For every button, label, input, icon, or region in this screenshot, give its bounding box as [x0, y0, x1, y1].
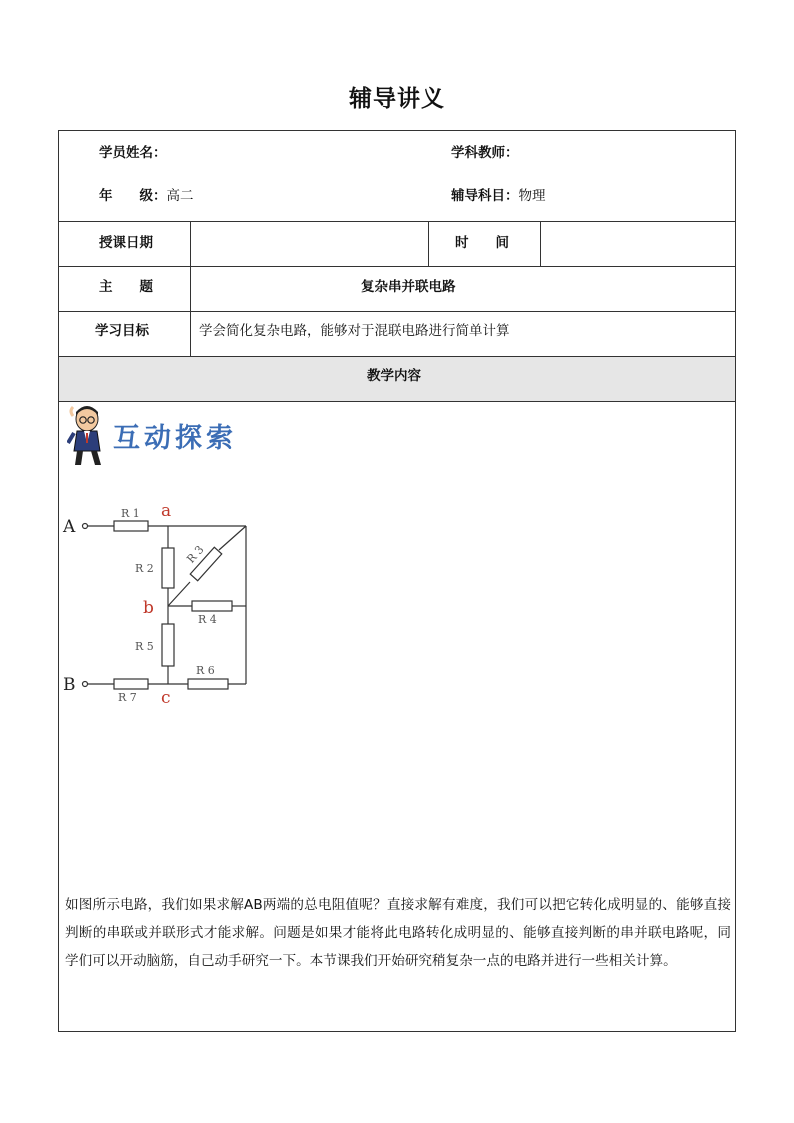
label-r3: R 3	[184, 543, 207, 566]
grade-label: 年 级：	[99, 188, 167, 204]
col-divider	[428, 221, 429, 266]
label-r1: R 1	[121, 507, 140, 520]
resistor-r6	[188, 679, 228, 689]
node-c-label: c	[161, 688, 171, 707]
node-a-label: a	[161, 501, 172, 521]
interactive-banner	[67, 403, 257, 469]
terminal-b-label: B	[63, 675, 76, 695]
goal-value: 学会简化复杂电路，能够对于混联电路进行简单计算	[199, 323, 510, 339]
label-r7: R 7	[118, 691, 137, 704]
content-header: 教学内容	[367, 368, 421, 384]
resistor-r7	[114, 679, 148, 689]
goal-label: 学习目标	[95, 323, 149, 339]
label-r5: R 5	[135, 640, 154, 653]
page-title: 辅导讲义	[349, 86, 445, 112]
col-divider	[190, 221, 191, 356]
subject-label: 辅导科目：	[451, 188, 519, 204]
resistor-r1	[114, 521, 148, 531]
topic-label: 主 题	[99, 279, 153, 295]
date-label: 授课日期	[99, 235, 153, 251]
topic-value: 复杂串并联电路	[361, 279, 456, 295]
row-divider	[59, 311, 735, 312]
row-divider	[59, 221, 735, 222]
terminal-a-label: A	[63, 517, 76, 537]
teacher-label: 学科教师：	[451, 145, 519, 161]
lesson-form	[58, 130, 736, 1032]
circuit-diagram	[61, 497, 251, 707]
node-b-label: b	[143, 598, 154, 618]
label-r4: R 4	[198, 613, 217, 626]
grade-value: 高二	[166, 188, 194, 204]
resistor-r2	[162, 548, 174, 588]
row-divider	[59, 401, 735, 402]
terminal-a-node	[83, 524, 88, 529]
banner-title: 互动探索	[113, 423, 237, 454]
student-name-label: 学员姓名：	[99, 145, 167, 161]
label-r6: R 6	[196, 664, 215, 677]
resistor-r5	[162, 624, 174, 666]
subject-value: 物理	[518, 188, 546, 204]
label-r2: R 2	[135, 562, 154, 575]
resistor-r4	[192, 601, 232, 611]
terminal-b-node	[83, 682, 88, 687]
row-divider	[59, 356, 735, 357]
time-label: 时 间	[455, 235, 509, 251]
col-divider	[540, 221, 541, 266]
intro-paragraph: 如图所示电路，我们如果求解AB两端的总电阻值呢？直接求解有难度，我们可以把它转化成明显的、能够直接判断的串联或并联形式才能求解。问题是如果才能将此电路转化成明显的、能够直接判断的串并联电路呢，同学们可以开动脑筋，自己动手研究一下。本节课我们开始研究稍复杂一点的电路并进行一些相关计算。	[65, 897, 731, 969]
grade-field	[99, 184, 194, 204]
row-divider	[59, 266, 735, 267]
teacher-cartoon-icon	[68, 406, 101, 465]
subject-field	[451, 184, 546, 204]
